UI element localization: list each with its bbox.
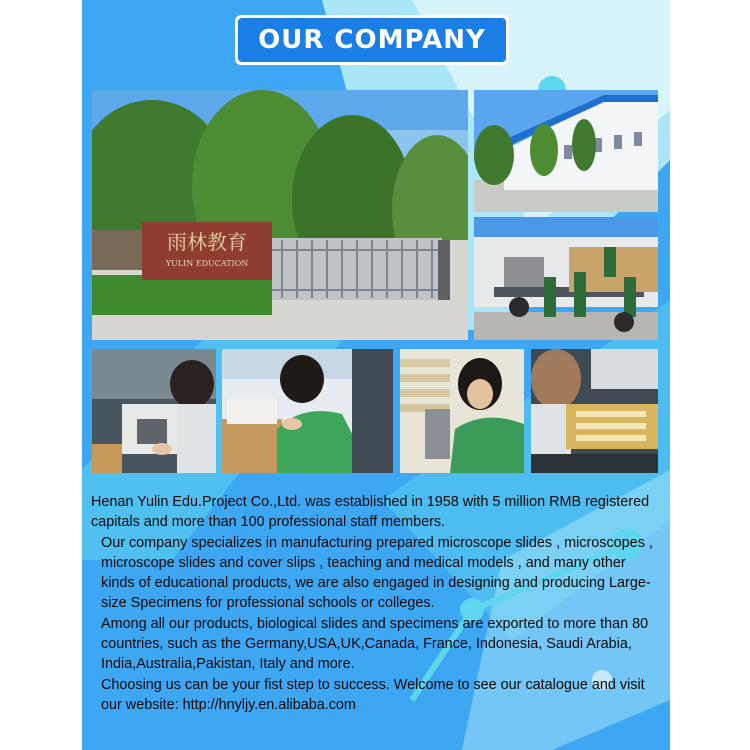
company-description [91, 492, 661, 715]
company-panel [82, 0, 670, 750]
campus-gate-photo [92, 90, 468, 340]
about-paragraph-3: Among all our products, biological slides and specimens are exported to more than 80 countries, such as the Germany,USA,UK,Canada, France, Indonesia, Saudi Arabia, India,Australia,Pakistan, Italy and more. [101, 615, 649, 673]
about-paragraph-2: Our company specializes in manufacturing prepared microscope slides , microscopes , microscope slides and cover slips , teaching and medical models , and many other kinds of educational products, we are also engaged in designing and producing Large-size Specimens for professional schools or colleges. [101, 534, 653, 612]
lab-worker-slide-box-photo [531, 349, 658, 473]
truck-loading-photo [474, 217, 658, 340]
factory-building-photo [474, 90, 658, 212]
lab-worker-microtome-photo [92, 349, 216, 473]
sign-english-text: YULIN EDUCATION [165, 259, 249, 268]
page-title: OUR COMPANY [238, 18, 506, 62]
title-banner [235, 15, 509, 65]
sign-chinese-text: 雨林教育 [167, 230, 247, 254]
about-paragraph-4: Choosing us can be your fist step to success. Welcome to see our catalogue and visit our website: http://hnyljy.en.alibaba.com [101, 676, 645, 713]
lab-worker-microscope-photo [400, 349, 524, 473]
about-paragraph-1: Henan Yulin Edu.Project Co.,Ltd. was established in 1958 with 5 million RMB registered capitals and more than 100 professional staff members. [91, 494, 650, 531]
lab-worker-slides-photo [222, 349, 393, 473]
